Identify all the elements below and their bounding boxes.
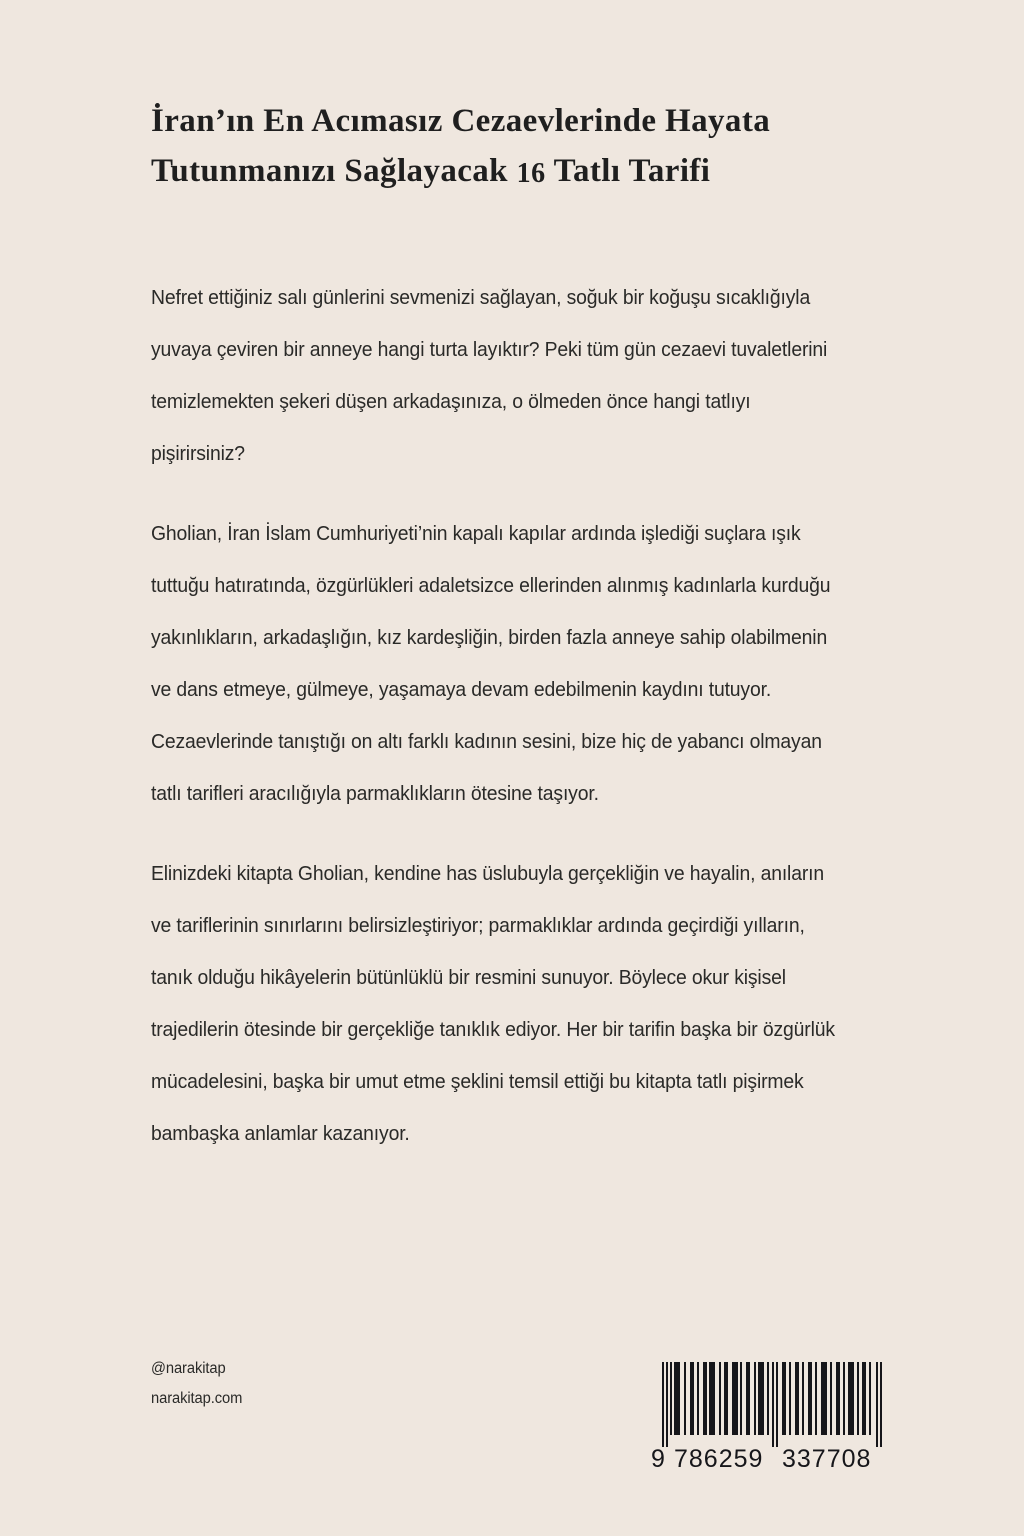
title-line-2-suffix: Tatlı Tarifi bbox=[545, 153, 711, 189]
page-title bbox=[151, 96, 891, 198]
blurb-body bbox=[151, 272, 881, 1160]
website-url: narakitap.com bbox=[151, 1390, 243, 1407]
barcode-right-group: 337708 bbox=[782, 1445, 872, 1473]
publisher-imprint bbox=[151, 1354, 242, 1414]
barcode-lead-digit: 9 bbox=[651, 1445, 666, 1473]
title-line-2-prefix: Tutunmanızı Sağlayacak bbox=[151, 153, 517, 189]
barcode-left-group: 786259 bbox=[674, 1445, 764, 1473]
title-line-2 bbox=[151, 146, 891, 198]
blurb-paragraph: Gholian, İran İslam Cumhuriyeti’nin kapalı kapılar ardında işlediği suçlara ışık tuttuğu hatıratında, özgürlükleri adaletsizce ellerinden alınmış kadınlarla kurduğu yakınlıkların, arkadaşlığın, kız kardeşliğin, birden fazla anneye sahip olabilmenin ve dans etmeye, gülmeye, yaşamaya devam edebilmenin kaydını tutuyor. Cezaevlerinde tanıştığı on altı farklı kadının sesini, bize hiç de yabancı olmayan tatlı tarifleri aracılığıyla parmaklıkların ötesine taşıyor. bbox=[151, 523, 831, 805]
cover-footer bbox=[0, 1306, 1024, 1536]
ean13-barcode-graphic bbox=[651, 1362, 894, 1484]
blurb-paragraph: Nefret ettiğiniz salı günlerini sevmenizi sağlayan, soğuk bir koğuşu sıcaklığıyla yuvaya çeviren bir anneye hangi turta layıktır? Peki tüm gün cezaevi tuvaletlerini temizlemekten şekeri düşen arkadaşınıza, o ölmeden önce hangi tatlıyı pişirirsiniz? bbox=[151, 287, 828, 465]
barcode-icon bbox=[651, 1362, 894, 1484]
blurb-paragraph: Elinizdeki kitapta Gholian, kendine has üslubuyla gerçekliğin ve hayalin, anıların ve tariflerinin sınırlarını belirsizleştiriyor; parmaklıklar ardında geçirdiği yılların, tanık olduğu hikâyelerin bütünlüklü bir resmini sunuyor. Böylece okur kişisel trajedilerin ötesinde bir gerçekliğe tanıklık ediyor. Her bir tarifin başka bir özgürlük mücadelesini, başka bir umut etme şeklini temsil ettiği bu kitapta tatlı pişirmek bambaşka anlamlar kazanıyor. bbox=[151, 863, 835, 1145]
social-handle: @narakitap bbox=[151, 1360, 226, 1377]
title-recipe-count: 16 bbox=[516, 158, 546, 189]
title-line-1: İran’ın En Acımasız Cezaevlerinde Hayata bbox=[151, 103, 771, 139]
